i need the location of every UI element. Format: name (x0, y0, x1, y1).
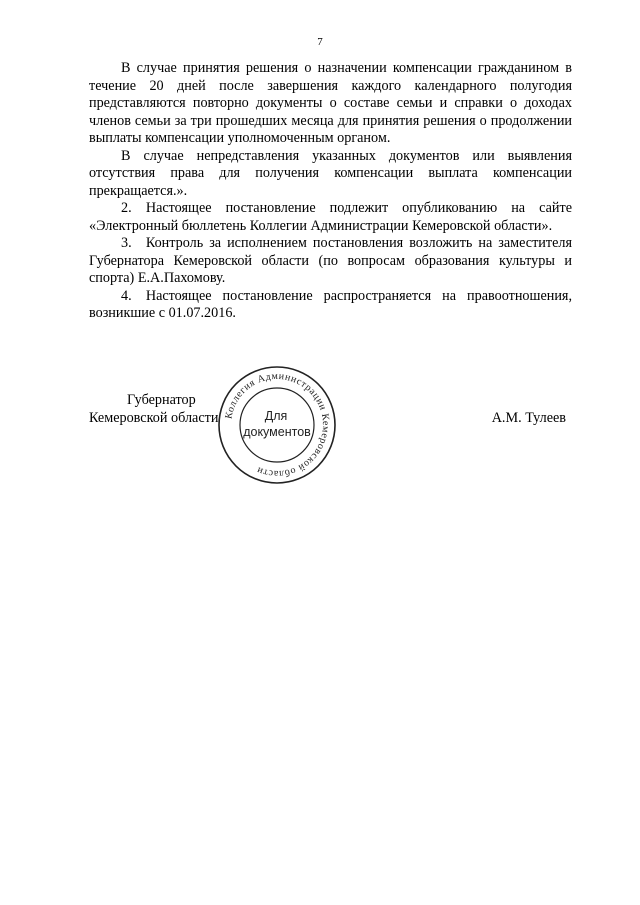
signatory-region: Кемеровской области (89, 410, 219, 426)
stamp-center-line-2: документов (243, 425, 311, 439)
page-number: 7 (317, 36, 323, 48)
stamp-center-line-1: Для (264, 409, 288, 423)
official-seal-stamp (216, 364, 338, 486)
paragraph-compensation-documents: В случае принятия решения о назначении компенсации гражданином в течение 20 дней после завершения каждого календарного полугодия представляются повторно документы о составе семьи и справки о доходах членов семьи за три прошедших месяца для принятия решения о продолжении выплаты компенсации уполномоченным органом. (89, 60, 572, 146)
signatory-name: А.М. Тулеев (491, 410, 566, 426)
stamp-ring-text: Коллегия Администрации Кемеровской области (223, 370, 332, 480)
paragraph-publication: 2. Настоящее постановление подлежит опубликованию на сайте «Электронный бюллетень Коллегии Администрации Кемеровской области». (89, 200, 572, 234)
paragraph-termination: В случае непредставления указанных документов или выявления отсутствия права для получения компенсации выплата компенсации прекращается.». (89, 147, 572, 199)
paragraph-effective-date: 4. Настоящее постановление распространяется на правоотношения, возникшие с 01.07.2016. (89, 287, 572, 321)
signatory-position: Губернатор (127, 392, 196, 408)
document-body (89, 60, 572, 323)
paragraph-control: 3. Контроль за исполнением постановления возложить на заместителя Губернатора Кемеровской области (по вопросам образования культуры и спорта) Е.А.Пахомову. (89, 235, 572, 286)
